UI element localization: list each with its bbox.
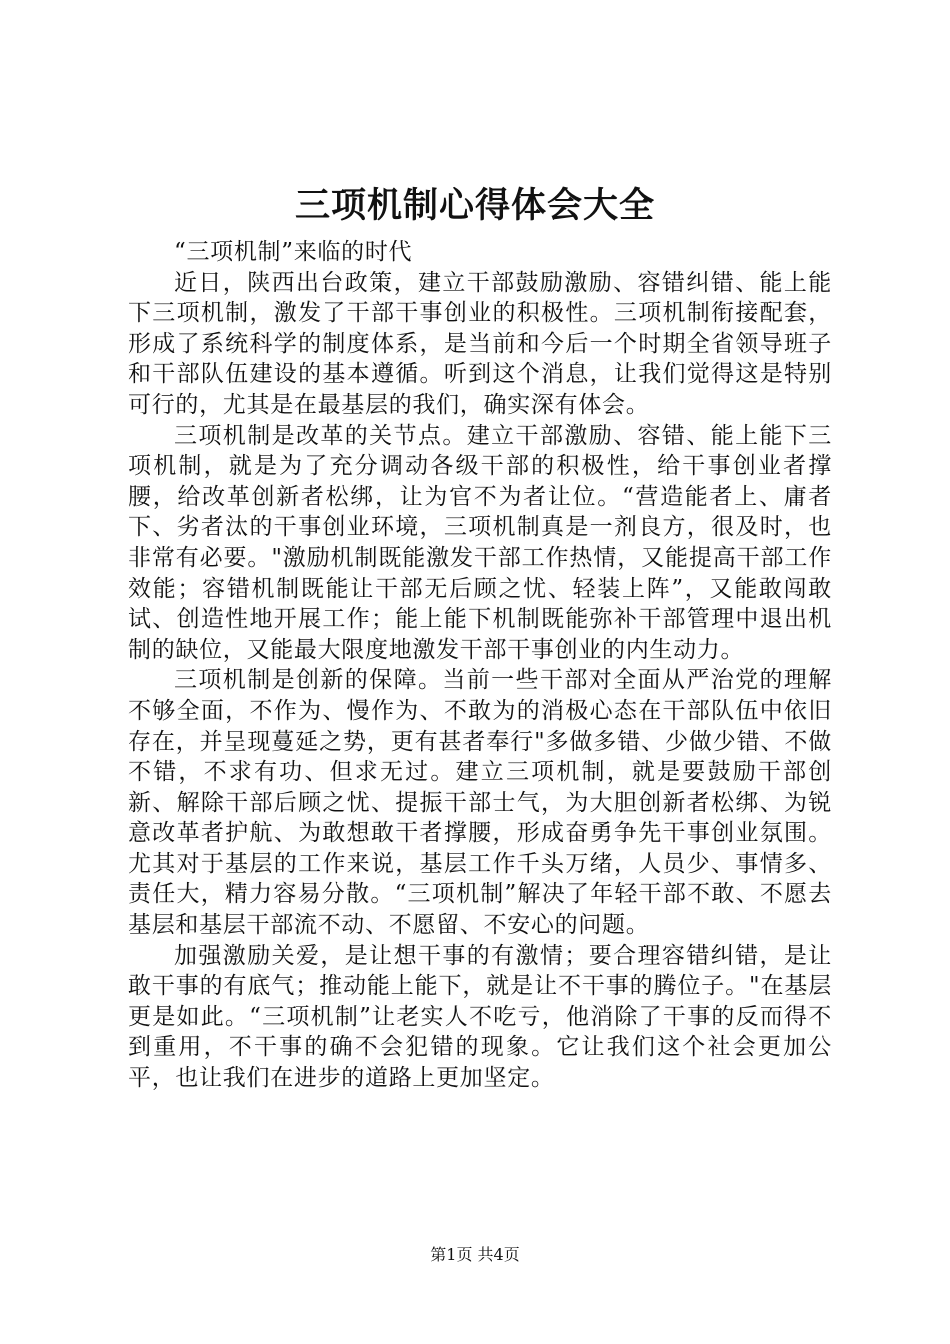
paragraph: 加强激励关爱，是让想干事的有激情；要合理容错纠错，是让敢干事的有底气；推动能上能下，就是让不干事的腾位子。"在基层更是如此。“三项机制”让老实人不吃亏，他消除了干事的反而得不到重用，不干事的确不会犯错的现象。它让我们这个社会更加公平，也让我们在进步的道路上更加坚定。 (128, 942, 832, 1092)
page-number: 第1页 共4页 (430, 1245, 520, 1264)
document-body (128, 237, 832, 1094)
document-title: 三项机制心得体会大全 (294, 185, 655, 226)
section-heading: “三项机制”来临的时代 (174, 239, 413, 265)
paragraph: 近日，陕西出台政策，建立干部鼓励激励、容错纠错、能上能下三项机制，激发了干部干事创业的积极性。三项机制衔接配套，形成了系统科学的制度体系，是当前和今后一个时期全省领导班子和干部队伍建设的基本遵循。听到这个消息，让我们觉得这是特别可行的，尤其是在最基层的我们，确实深有体会。 (128, 269, 832, 418)
paragraph: 三项机制是创新的保障。当前一些干部对全面从严治党的理解不够全面，不作为、慢作为、不敢为的消极心态在干部队伍中依旧存在，并呈现蔓延之势，更有甚者奉行"多做多错、少做少错、不做不错，不求有功、但求无过。建立三项机制，就是要鼓励干部创新、解除干部后顾之忧、提振干部士气，为大胆创新者松绑、为锐意改革者护航、为敢想敢干者撑腰，形成奋勇争先干事创业氛围。尤其对于基层的工作来说，基层工作千头万绪，人员少、事情多、责任大，精力容易分散。“三项机制”解决了年轻干部不敢、不愿去基层和基层干部流不动、不愿留、不安心的问题。 (128, 667, 832, 939)
paragraph: 三项机制是改革的关节点。建立干部激励、容错、能上能下三项机制，就是为了充分调动各级干部的积极性，给干事创业者撑腰，给改革创新者松绑，让为官不为者让位。“营造能者上、庸者下、劣者汰的干事创业环境，三项机制真是一剂良方，很及时，也非常有必要。"激励机制既能激发干部工作热情，又能提高干部工作效能；容错机制既能让干部无后顾之忧、轻装上阵”，又能敢闯敢试、创造性地开展工作；能上能下机制既能弥补干部管理中退出机制的缺位，又能最大限度地激发干部干事创业的内生动力。 (128, 422, 832, 663)
